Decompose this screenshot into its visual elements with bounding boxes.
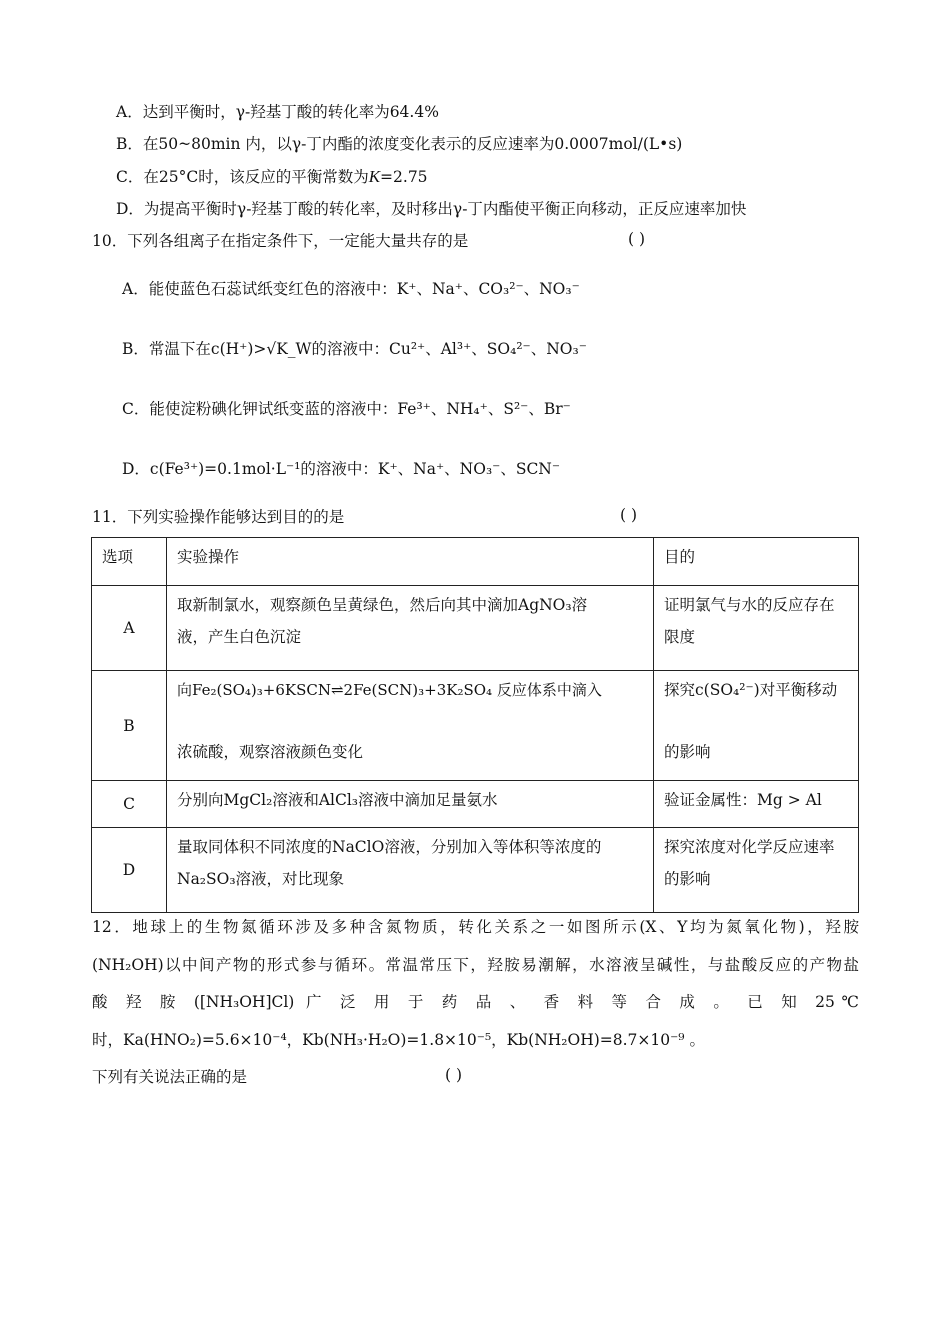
row-purpose-cont: 的影响: [664, 743, 711, 761]
table-row: [92, 781, 859, 828]
q10-option-d-ions: K⁺、Na⁺、NO₃⁻、SCN⁻: [377, 460, 561, 478]
row-purpose: 验证金属性：Mg > Al: [664, 791, 822, 809]
row-operation: 取新制氯水，观察颜色呈黄绿色，然后向其中滴加AgNO₃溶: [177, 596, 588, 614]
q10-option-c-ions: Fe³⁺、NH₄⁺、S²⁻、Br⁻: [397, 400, 571, 418]
experiment-table: [91, 537, 859, 913]
row-operation-cont: Na₂SO₃溶液，对比现象: [177, 870, 345, 888]
q10-answer-paren: ( ): [628, 230, 646, 248]
row-label: B: [92, 671, 167, 781]
table-row: [92, 586, 859, 671]
row-operation: 向Fe₂(SO₄)₃+6KSCN⇌2Fe(SCN)₃+3K₂SO₄ 反应体系中滴入: [177, 681, 602, 699]
q11-answer-paren: ( ): [620, 506, 638, 524]
row-label: C: [92, 781, 167, 828]
row-operation-cont: 液，产生白色沉淀: [177, 628, 302, 646]
q10-option-d: D．c(Fe³⁺)=0.1mol·L⁻¹的溶液中：K⁺、Na⁺、NO₃⁻、SCN⁻: [122, 460, 561, 478]
q10-stem: 10．下列各组离子在指定条件下，一定能大量共存的是: [92, 232, 469, 250]
q10-option-a-ions: K⁺、Na⁺、CO₃²⁻、NO₃⁻: [396, 280, 580, 298]
q12-question: 下列有关说法正确的是: [92, 1068, 248, 1086]
row-operation: 量取同体积不同浓度的NaClO溶液，分别加入等体积等浓度的: [177, 838, 602, 856]
q12-answer-paren: ( ): [445, 1066, 463, 1084]
table-row: [92, 828, 859, 913]
table-row: [92, 671, 859, 781]
q12-line-2: (NH₂OH)以中间产物的形式参与循环。常温常压下，羟胺易潮解，水溶液呈碱性，与盐酸反应的产物盐: [92, 956, 859, 974]
row-operation-cont: 浓硫酸，观察溶液颜色变化: [177, 743, 364, 761]
row-operation: 分别向MgCl₂溶液和AlCl₃溶液中滴加足量氨水: [177, 791, 498, 809]
q10-option-a: A．能使蓝色石蕊试纸变红色的溶液中：K⁺、Na⁺、CO₃²⁻、NO₃⁻: [122, 280, 580, 298]
header-purpose: 目的: [664, 548, 696, 566]
row-purpose-cont: 的影响: [664, 870, 711, 888]
q10-option-b-ions: Cu²⁺、Al³⁺、SO₄²⁻、NO₃⁻: [389, 340, 587, 358]
row-label: A: [92, 586, 167, 671]
q12-line-3: 酸 羟 胺 ([NH₃OH]Cl) 广 泛 用 于 药 品 、 香 料 等 合 成 。 已 知 25℃: [92, 993, 859, 1011]
header-operation: 实验操作: [177, 548, 240, 566]
q9-option-a: A．达到平衡时，γ-羟基丁酸的转化率为64.4%: [116, 103, 439, 121]
q11-stem: 11．下列实验操作能够达到目的的是: [92, 508, 345, 526]
row-purpose: 探究浓度对化学反应速率: [664, 838, 835, 856]
header-option: 选项: [102, 548, 134, 566]
q12-line-4: 时，Ka(HNO₂)=5.6×10⁻⁴，Kb(NH₃·H₂O)=1.8×10⁻⁵，Kb(NH₂OH)=8.7×10⁻⁹ 。: [92, 1031, 705, 1049]
q10-option-c: C．能使淀粉碘化钾试纸变蓝的溶液中：Fe³⁺、NH₄⁺、S²⁻、Br⁻: [122, 400, 571, 418]
row-label: D: [92, 828, 167, 913]
row-purpose: 证明氯气与水的反应存在: [664, 596, 835, 614]
q12-line-1: 12．地球上的生物氮循环涉及多种含氮物质，转化关系之一如图所示(X、Y均为氮氧化物)，羟胺: [92, 918, 859, 936]
q9-option-c: C．在25°C时，该反应的平衡常数为K=2.75: [116, 167, 428, 186]
table-header-row: [92, 538, 859, 586]
q10-option-b: B．常温下在c(H⁺)>√K_W的溶液中：Cu²⁺、Al³⁺、SO₄²⁻、NO₃⁻: [122, 340, 587, 358]
q9-option-d: D．为提高平衡时γ-羟基丁酸的转化率，及时移出γ-丁内酯使平衡正向移动，正反应速率加快: [116, 200, 747, 218]
q9-option-b: B．在50~80min 内，以γ-丁内酯的浓度变化表示的反应速率为0.0007mol/(L•s): [116, 135, 683, 153]
row-purpose-cont: 限度: [664, 628, 696, 646]
row-purpose: 探究c(SO₄²⁻)对平衡移动: [664, 681, 838, 699]
